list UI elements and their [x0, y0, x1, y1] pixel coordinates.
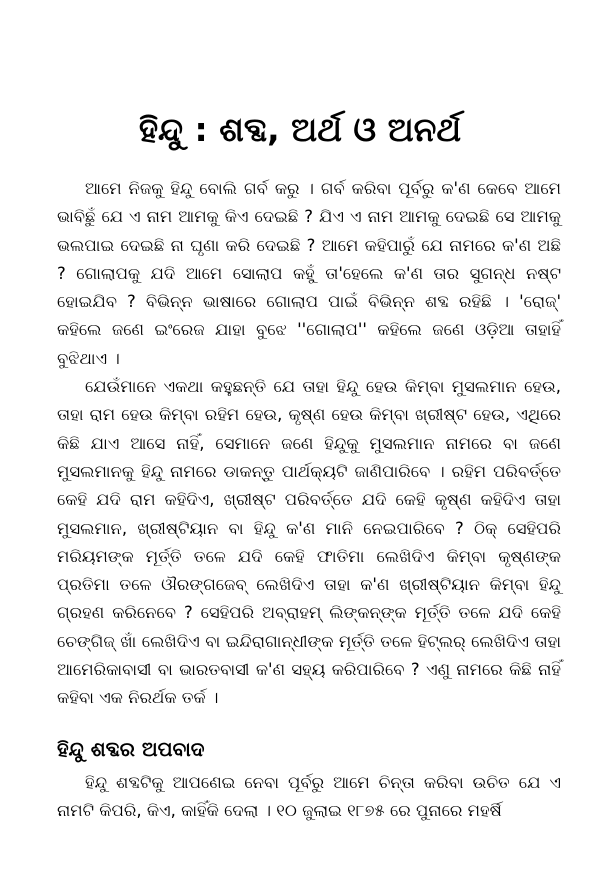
body-paragraph: ହିନ୍ଦୁ ଶବ୍ଦଟିକୁ ଆପଣେଇ ନେବା ପୂର୍ବରୁ ଆମେ ଚିନ୍ତା କରିବା ଉଚିତ ଯେ ଏ ନାମଟି କିପରି, କିଏ, କାହିଁକି ଦେଲା । ୧୦ ଜୁଲାଇ ୧୮୭୫ ରେ ପୁନାରେ ମହର୍ଷି: [57, 773, 561, 821]
section-heading: ହିନ୍ଦୁ ଶବ୍ଦର ଅପବାଦ: [57, 737, 205, 761]
section-body: [57, 769, 561, 826]
chapter-title: ହିନ୍ଦୁ : ଶବ୍ଦ, ଅର୍ଥ ଓ ଅନର୍ଥ: [138, 110, 462, 149]
body-paragraph: ଆମେ ନିଜକୁ ହିନ୍ଦୁ ବୋଲି ଗର୍ବ କରୁ । ଗର୍ବ କରିବା ପୂର୍ବରୁ କ'ଣ କେବେ ଆମେ ଭାବିଛୁଁ ଯେ ଏ ନାମ ଆମକୁ କିଏ ଦେଇଛି ? ଯିଏ ଏ ନାମ ଆମକୁ ଦେଇଛି ସେ ଆମକୁ ଭଲପାଇ ଦେଇଛି ନା ଘୃଣା କରି ଦେଇଛି ? ଆମେ କହିପାରୁଁ ଯେ ନାମରେ କ'ଣ ଅଛି ? ଗୋଲାପକୁ ଯଦି ଆମେ ସୋଲାପ କହୁଁ ତା'ହେଲେ କ'ଣ ତାର ସୁଗନ୍ଧ ନଷ୍ଟ ହୋଇଯିବ ? ବିଭିନ୍ନ ଭାଷାରେ ଗୋଲାପ ପାଇଁ ବିଭିନ୍ନ ଶବ୍ଦ ରହିଛି । 'ରୋଜ୍' କହିଲେ ଜଣେ ଇଂରେଜ ଯାହା ବୁଝେ ''ଗୋଲାପ'' କହିଲେ ଜଣେ ଓଡ଼ିଆ ତାହାହିଁ ବୁଝିଥାଏ ।: [57, 179, 561, 368]
body-paragraph: ଯେଉଁମାନେ ଏକଥା କହୁଛନ୍ତି ଯେ ତାହା ହିନ୍ଦୁ ହେଉ କିମ୍ବା ମୁସଲମାନ ହେଉ, ତାହା ରାମ ହେଉ କିମ୍ବା ରହିମ ହେଉ, କୃଷ୍ଣ ହେଉ କିମ୍ବା ଖ୍ରୀଷ୍ଟ ହେଉ, ଏଥିରେ କିଛି ଯାଏ ଆସେ ନାହିଁ, ସେମାନେ ଜଣେ ହିନ୍ଦୁକୁ ମୁସଲମାନ ନାମରେ ବା ଜଣେ ମୁସଲମାନକୁ ହିନ୍ଦୁ ନାମରେ ଡାକନ୍ତୁ ପାର୍ଥକ୍ୟଟି ଜାଣିପାରିବେ । ରହିମ ପରିବର୍ତ୍ତେ କେହି ଯଦି ରାମ କହିଦିଏ, ଖ୍ରୀଷ୍ଟ ପରିବର୍ତ୍ତେ ଯଦି କେହି କୃଷ୍ଣ କହିଦିଏ ତାହା ମୁସଲମାନ, ଖ୍ରୀଷ୍ଟିୟାନ ବା ହିନ୍ଦୁ କ'ଣ ମାନି ନେଇପାରିବେ ? ଠିକ୍ ସେହିପରି ମରିୟମଙ୍କ ମୂର୍ତ୍ତି ତଳେ ଯଦି କେହି ଫାତିମା ଲେଖିଦିଏ କିମ୍ବା କୃଷ୍ଣଙ୍କ ପ୍ରତିମା ତଳେ ଔରଙ୍ଗଜେବ୍ ଲେଖିଦିଏ ତାହା କ'ଣ ଖ୍ରୀଷ୍ଟିୟାନ କିମ୍ବା ହିନ୍ଦୁ ଗ୍ରହଣ କରିନେବେ ? ସେହିପରି ଅବ୍ରାହମ୍ ଲିଙ୍କନ୍‌ଙ୍କ ମୂର୍ତ୍ତି ତଳେ ଯଦି କେହି ଚେଙ୍ଗିଜ୍ ଖାଁ ଲେଖିଦିଏ ବା ଇନ୍ଦିରାଗାନ୍ଧୀଙ୍କ ମୂର୍ତ୍ତି ତଳେ ହିଟ୍‌ଲର୍ ଲେଖିଦିଏ ତାହା ଆମେରିକାବାସୀ ବା ଭାରତବାସୀ କ'ଣ ସହ୍ୟ କରିପାରିବେ ? ଏଣୁ ନାମରେ କିଛି ନାହିଁ କହିବା ଏକ ନିରର୍ଥକ ତର୍କ ।: [57, 377, 561, 708]
intro-section: [57, 175, 561, 713]
